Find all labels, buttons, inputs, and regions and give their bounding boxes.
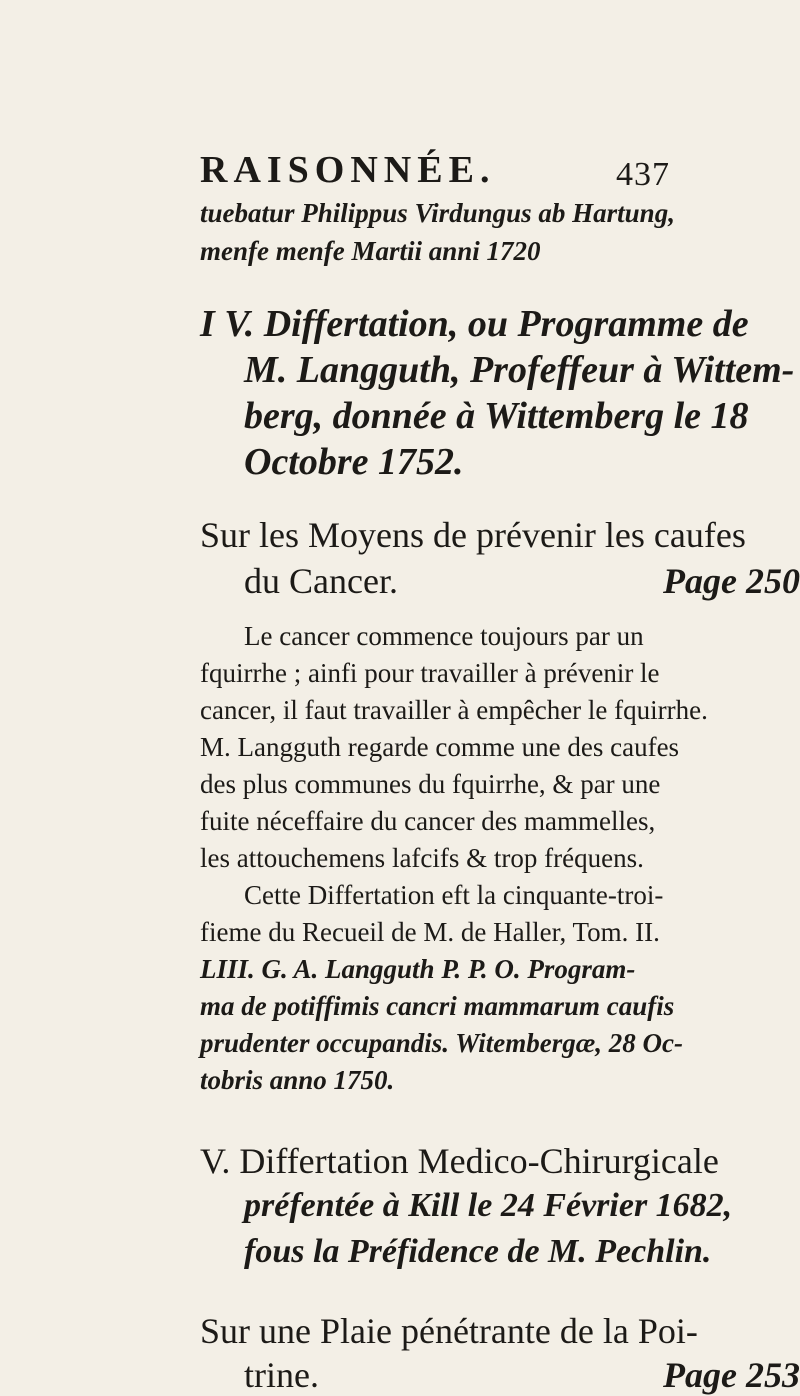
paragraph-line: tobris anno 1750. <box>200 1065 395 1095</box>
page-reference: Page 253 <box>663 1355 800 1395</box>
section-v-title: V. Differtation Medico-Chirurgicale <box>200 1141 719 1181</box>
subject-heading: Sur les Moyens de prévenir les caufes <box>200 515 746 555</box>
top-text-line: tuebatur Philippus Virdungus ab Hartung, <box>200 198 675 228</box>
paragraph-line: Le cancer commence toujours par un <box>244 621 644 651</box>
paragraph-line: ma de potiffimis cancri mammarum caufis <box>200 991 675 1021</box>
subject-heading <box>244 560 800 602</box>
page-number: 437 <box>616 156 670 193</box>
section-v-title: fous la Préfidence de M. Pechlin. <box>244 1233 712 1270</box>
page-header <box>200 148 670 192</box>
paragraph-line: M. Langguth regarde comme une des caufes <box>200 732 680 762</box>
top-text-line: menfe menfe Martii anni 1720 <box>200 236 541 266</box>
running-title: RAISONNÉE. <box>200 149 496 191</box>
subject-heading <box>244 1354 800 1396</box>
paragraph-line: fquirrhe ; ainfi pour travailler à prévenir le <box>200 658 660 688</box>
section-iv-title: I V. Differtation, ou Programme de <box>200 303 749 345</box>
paragraph-line: des plus communes du fquirrhe, & par une <box>200 769 661 799</box>
paragraph-line: Cette Differtation eft la cinquante-troi- <box>244 880 664 910</box>
subject-heading: Sur une Plaie pénétrante de la Poi- <box>200 1311 698 1351</box>
subject-heading-text: trine. <box>244 1355 319 1395</box>
section-iv-title: Octobre 1752. <box>244 441 464 483</box>
page-reference: Page 250 <box>663 561 800 601</box>
paragraph-line: fieme du Recueil de M. de Haller, Tom. II. <box>200 917 660 947</box>
section-v-title: préfentée à Kill le 24 Février 1682, <box>244 1187 733 1224</box>
section-iv-title: M. Langguth, Profeffeur à Wittem- <box>244 349 795 391</box>
paragraph-line: cancer, il faut travailler à empêcher le fquirrhe. <box>200 695 708 725</box>
paragraph-line: fuite néceffaire du cancer des mammelles, <box>200 806 656 836</box>
paragraph-line: LIII. G. A. Langguth P. P. O. Program- <box>200 954 636 984</box>
paragraph-line: les attouchemens lafcifs & trop fréquens. <box>200 843 644 873</box>
paragraph-line: prudenter occupandis. Witembergæ, 28 Oc- <box>200 1028 683 1058</box>
section-iv-title: berg, donnée à Wittemberg le 18 <box>244 395 749 437</box>
subject-heading-text: du Cancer. <box>244 561 398 601</box>
